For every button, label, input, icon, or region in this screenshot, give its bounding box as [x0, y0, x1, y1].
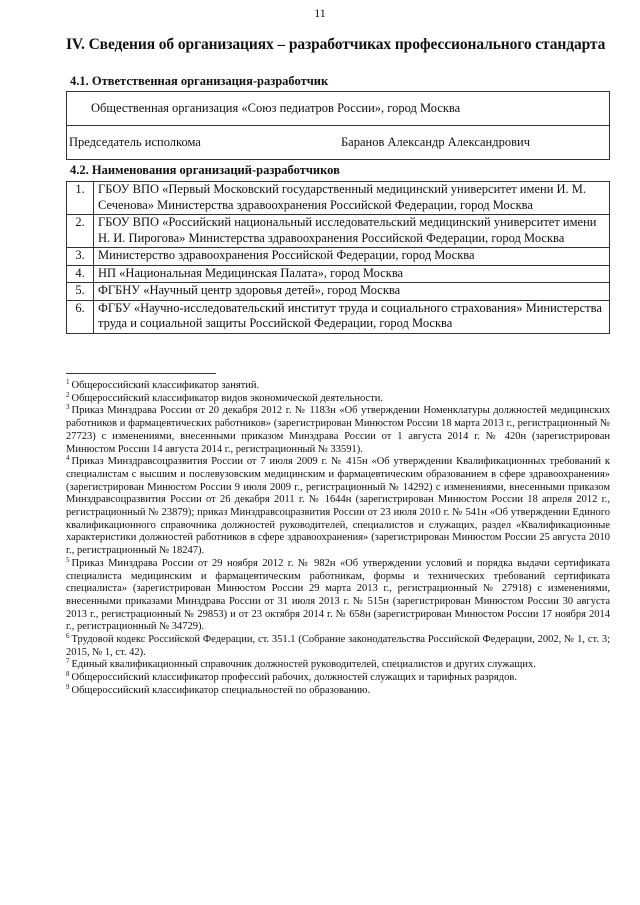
table-row — [67, 126, 610, 160]
footnote-mark: 2 — [66, 390, 70, 399]
row-number: 4. — [67, 265, 94, 283]
footnote — [66, 634, 610, 659]
chair-cell — [67, 126, 610, 160]
footnote-mark: 7 — [66, 657, 70, 666]
table-row — [67, 300, 610, 333]
footnote — [66, 405, 610, 456]
responsible-org-table — [66, 91, 610, 160]
responsible-org-name: Общественная организация «Союз педиатров России», город Москва — [67, 92, 610, 126]
footnote-text: Общероссийский классификатор специальностей по образованию. — [71, 684, 371, 696]
footnote-text: Приказ Минздрава России от 20 декабря 2012 г. № 1183н «Об утверждении Номенклатуры должностей медицинских работников и фармацевтических работников» (зарегистрирован Минюстом России 18 марта 2013 г., регистрационный № 27723) с изменениями, внесенными приказом Минздрава России от 1 августа 2014 г. № 420н (зарегистрирован Минюстом России 14 августа 2014 г., регистрационный № 33591). — [66, 405, 610, 455]
footnote — [66, 672, 610, 685]
footnote — [66, 659, 610, 672]
footnote-mark: 1 — [66, 378, 70, 386]
developer-org-name: НП «Национальная Медицинская Палата», город Москва — [94, 265, 610, 283]
footnote-mark: 8 — [66, 670, 70, 679]
section-title: IV. Сведения об организациях – разработчиках профессионального стандарта — [66, 36, 606, 53]
footnote-mark: 3 — [66, 403, 70, 412]
footnote — [66, 390, 610, 406]
footnote-text: Единый квалификационный справочник должностей руководителей, специалистов и других служащих. — [71, 659, 536, 671]
footnote — [66, 380, 610, 393]
developer-org-name: Министерство здравоохранения Российской Федерации, город Москва — [94, 248, 610, 266]
row-number: 3. — [67, 248, 94, 266]
footnote-mark: 9 — [66, 682, 70, 691]
footnote — [66, 456, 610, 558]
row-number: 2. — [67, 215, 94, 248]
developer-org-name: ГБОУ ВПО «Первый Московский государственный медицинский университет имени И. М. Сеченова» Министерства здравоохранения Российской Федерации, город Москва — [94, 182, 610, 215]
table-row — [67, 248, 610, 266]
footnote — [66, 555, 610, 634]
responsible-org-heading: 4.1. Ответственная организация-разработчик — [70, 74, 329, 88]
footnotes — [66, 380, 610, 698]
developer-org-name: ФГБУ «Научно-исследовательский институт труда и социального страхования» Министерства труда и социальной защиты Российской Федерации, город Москва — [94, 300, 610, 333]
table-row — [67, 215, 610, 248]
chair-name: Баранов Александр Александрович — [341, 135, 530, 149]
footnote-text: Приказ Минздрава России от 29 ноября 2012 г. № 982н «Об утверждении условий и порядка выдачи сертификата специалиста медицинским и фармацевтическим работникам, формы и технических требований сертификата специалиста» (зарегистрирован Минюстом России 29 марта 2013 г., регистрационный № 27918) с изменениями, внесенными приказами Минздрава России от 31 июля 2013 г. № 515н (зарегистрирован Минюстом России 30 августа 2013 г., регистрационный № 29853) и от 23 октября 2014 г. № 658н (зарегистрирован Минюстом России 17 ноября 2014 г., регистрационный № 34729). — [66, 557, 610, 633]
footnote-mark: 6 — [66, 632, 70, 641]
row-number: 1. — [67, 182, 94, 215]
table-row — [67, 92, 610, 126]
developer-orgs-heading: 4.2. Наименования организаций-разработчиков — [70, 163, 340, 177]
row-number: 6. — [67, 300, 94, 333]
table-row — [67, 265, 610, 283]
developer-orgs-table — [66, 181, 610, 334]
developer-org-name: ФГБНУ «Научный центр здоровья детей», город Москва — [94, 283, 610, 301]
footnote-separator — [66, 373, 216, 374]
row-number: 5. — [67, 283, 94, 301]
table-row — [67, 283, 610, 301]
footnote-text: Трудовой кодекс Российской Федерации, ст. 351.1 (Собрание законодательства Российской Федерации, 2002, № 1, ст. 3; 2015, № 1, ст. 42). — [66, 634, 610, 658]
page-number: 11 — [314, 6, 326, 20]
footnote-text: Общероссийский классификатор занятий. — [71, 380, 260, 391]
footnote-text: Общероссийский классификатор профессий рабочих, должностей служащих и тарифных разрядов. — [71, 672, 517, 684]
footnote-text: Приказ Минздравсоцразвития России от 7 июля 2009 г. № 415н «Об утверждении Квалификационных требований к специалистам с высшим и послевузовским медицинским и фармацевтическим образованием в сфере здравоохранения» (зарегистрирован Минюстом России 9 июля 2009 г., регистрационный № 14292) с изменениями, внесенными приказом Минздравсоцразвития России от 26 декабря 2011 г. № 1644н (зарегистрирован Минюстом России 18 апреля 2012 г., регистрационный № 23879); приказ Минздравсоцразвития России от 23 июля 2010 г. № 541н «Об утверждении Единого квалификационного справочника должностей руководителей, специалистов и служащих, раздел «Квалификационные характеристики должностей работников в сфере здравоохранения» (зарегистрирован Минюстом России 25 августа 2010 г., регистрационный № 18247). — [66, 456, 610, 557]
table-row — [67, 182, 610, 215]
footnote-mark: 5 — [66, 555, 70, 564]
developer-org-name: ГБОУ ВПО «Российский национальный исследовательский медицинский университет имени Н. И. Пирогова» Министерства здравоохранения Российской Федерации, город Москва — [94, 215, 610, 248]
footnote-text: Общероссийский классификатор видов экономической деятельности. — [71, 392, 384, 404]
footnote — [66, 682, 610, 698]
chair-post: Председатель исполкома — [69, 135, 201, 149]
footnote-mark: 4 — [66, 454, 70, 463]
